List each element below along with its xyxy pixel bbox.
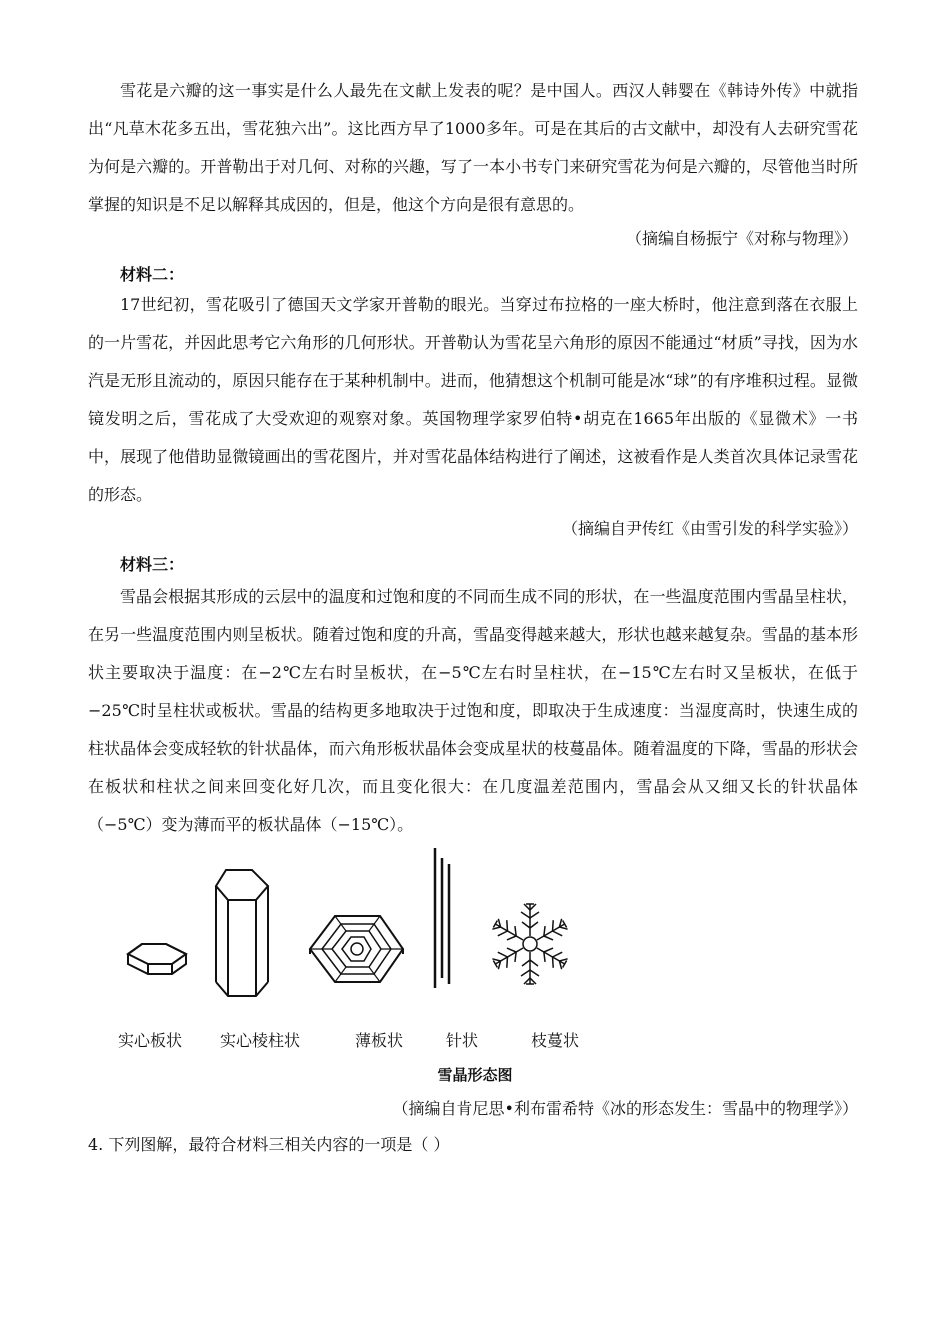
material2-paragraph: 17世纪初，雪花吸引了德国天文学家开普勒的眼光。当穿过布拉格的一座大桥时，他注意到落在衣服上的一片雪花，并因此思考它六角形的几何形状。开普勒认为雪花呈六角形的原因不能通过“材质”寻找，因为水汽是无形且流动的，原因只能存在于某种机制中。进而，他猜想这个机制可能是冰“球”的有序堆积过程。显微镜发明之后，雪花成了大受欢迎的观察对象。英国物理学家罗伯特•胡克在1665年出版的《显微术》一书中，展现了他借助显微镜画出的雪花图片，并对雪花晶体结构进行了阐述，这被看作是人类首次具体记录雪花的形态。: [88, 295, 858, 504]
snow-crystal-figure: [110, 842, 610, 1002]
material3-heading: 材料三：: [120, 555, 185, 574]
figure-label-thin-plate: 薄板状: [355, 1033, 404, 1050]
figure-label-dendrite: 枝蔓状: [531, 1033, 580, 1050]
figure-label-needle: 针状: [446, 1033, 479, 1050]
material2-heading: 材料二：: [120, 265, 185, 284]
thin-plate-crystal: [310, 916, 403, 982]
needle-crystal: [435, 848, 449, 988]
material2-source: （摘编自尹传红《由雪引发的科学实验》）: [561, 519, 858, 538]
solid-plate-crystal: [128, 944, 186, 974]
material1-paragraph: 雪花是六瓣的这一事实是什么人最先在文献上发表的呢？是中国人。西汉人韩婴在《韩诗外传》中就指出“凡草木花多五出，雪花独六出”。这比西方早了1000多年。可是在其后的古文献中，却没有人去研究雪花为何是六瓣的。开普勒出于对几何、对称的兴趣，写了一本小书专门来研究雪花为何是六瓣的，尽管他当时所掌握的知识是不足以解释其成因的，但是，他这个方向是很有意思的。: [88, 81, 858, 214]
figure-caption: 雪晶形态图: [437, 1067, 513, 1084]
material3-paragraph: 雪晶会根据其形成的云层中的温度和过饱和度的不同而生成不同的形状，在一些温度范围内雪晶呈柱状，在另一些温度范围内则呈板状。随着过饱和度的升高，雪晶变得越来越大，形状也越来越复杂。雪晶的基本形状主要取决于温度：在−2℃左右时呈板状，在−5℃左右时呈柱状，在−15℃左右时又呈板状，在低于−25℃时呈柱状或板状。雪晶的结构更多地取决于过饱和度，即取决于生成速度：当湿度高时，快速生成的柱状晶体会变成轻软的针状晶体，而六角形板状晶体会变成星状的枝蔓晶体。随着温度的下降，雪晶的形状会在板状和柱状之间来回变化好几次，而且变化很大：在几度温差范围内，雪晶会从又细又长的针状晶体（−5℃）变为薄而平的板状晶体（−15℃）。: [88, 587, 858, 834]
material1-source: （摘编自杨振宁《对称与物理》）: [625, 229, 858, 248]
dendrite-crystal: [491, 904, 569, 984]
question-4: 4. 下列图解，最符合材料三相关内容的一项是（ ）: [88, 1135, 450, 1154]
material3-source: （摘编自肯尼思•利布雷希特《冰的形态发生：雪晶中的物理学》）: [392, 1099, 858, 1118]
figure-label-solid-prism: 实心棱柱状: [220, 1033, 301, 1050]
solid-prism-crystal: [216, 870, 268, 996]
figure-label-solid-plate: 实心板状: [118, 1033, 183, 1050]
